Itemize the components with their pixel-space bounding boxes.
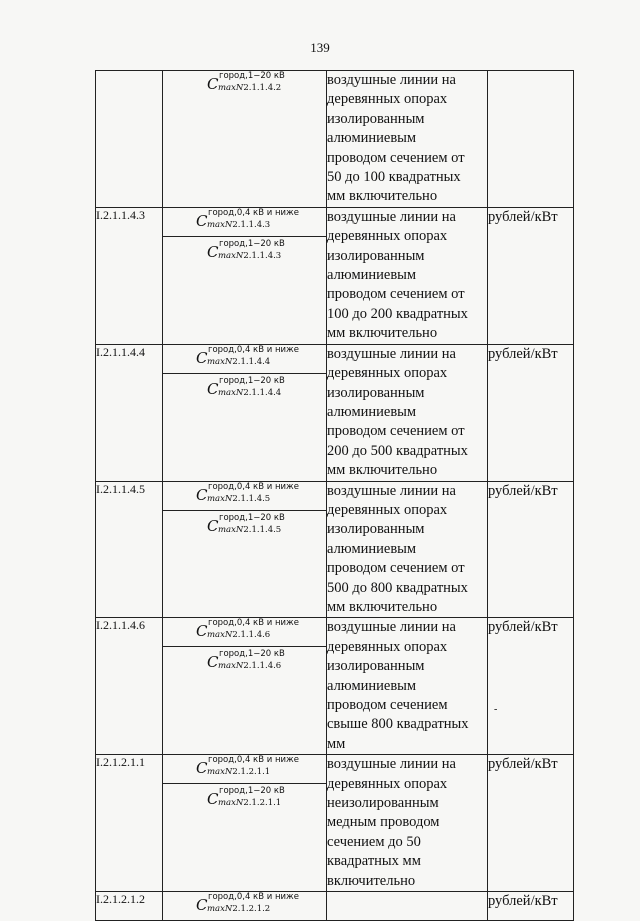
row-unit <box>488 344 574 481</box>
row-code: I.2.1.1.4.3 <box>96 207 163 344</box>
row-description <box>327 71 488 208</box>
description-line: проводом сечением от <box>327 423 465 440</box>
row-code: I.2.1.2.1.2 <box>96 892 163 921</box>
unit-label: рублей/кВт <box>488 893 558 910</box>
tariff-table <box>95 70 574 921</box>
formula-subscript-var: maxN <box>207 219 233 230</box>
formula <box>163 510 326 539</box>
description-line: изолированным <box>327 658 425 675</box>
formula-subscript <box>218 798 281 808</box>
row-description <box>327 892 488 921</box>
row-code: I.2.1.1.4.4 <box>96 344 163 481</box>
formula <box>163 482 326 506</box>
row-code: I.2.1.1.4.6 <box>96 618 163 755</box>
description-line: 200 до 500 квадратных <box>327 442 468 459</box>
table-row <box>96 618 574 755</box>
description-line: воздушные линии на <box>327 208 456 225</box>
formula-superscript: город,1−20 кВ <box>219 512 285 523</box>
formula-subscript-var: maxN <box>207 356 233 367</box>
formula-superscript: город,0,4 кВ и ниже <box>208 618 299 629</box>
description-line: включительно <box>327 872 416 889</box>
formula-subscript-var: maxN <box>207 904 233 915</box>
row-formula-cell <box>163 481 327 618</box>
formula-superscript: город,1−20 кВ <box>219 238 285 249</box>
formula-subscript-num: 2.1.1.4.6 <box>243 661 282 672</box>
description-line: свыше 800 квадратных <box>327 716 469 733</box>
formula-subscript-num: 2.1.1.4.6 <box>232 630 271 641</box>
description-line: медным проводом <box>327 814 440 831</box>
row-description <box>327 481 488 618</box>
formula <box>163 236 326 265</box>
formula-subscript <box>218 251 281 261</box>
formula <box>163 646 326 675</box>
formula-subscript-var: maxN <box>218 798 244 809</box>
table-row <box>96 71 574 208</box>
scan-mark: - <box>494 704 498 716</box>
description-line: воздушные линии на <box>327 482 456 499</box>
table-row <box>96 207 574 344</box>
formula-symbol: C <box>196 211 208 230</box>
formula-superscript: город,0,4 кВ и ниже <box>208 755 299 766</box>
formula-subscript-num: 2.1.2.1.1 <box>243 798 282 809</box>
row-description <box>327 207 488 344</box>
row-formula-cell <box>163 71 327 208</box>
formula-subscript <box>207 220 270 230</box>
unit-label: рублей/кВт <box>488 345 558 362</box>
formula-subscript <box>207 767 270 777</box>
formula-superscript: город,1−20 кВ <box>219 71 285 81</box>
formula-symbol: C <box>207 242 219 261</box>
formula-superscript: город,1−20 кВ <box>219 649 285 660</box>
formula-subscript <box>218 83 281 93</box>
formula-subscript-num: 2.1.1.4.4 <box>232 356 271 367</box>
description-line: алюминиевым <box>327 267 417 284</box>
formula-symbol: C <box>207 516 219 535</box>
description-line: деревянных опорах <box>327 228 448 245</box>
row-unit <box>488 481 574 618</box>
formula-subscript-num: 2.1.1.4.4 <box>243 387 282 398</box>
formula-symbol: C <box>196 759 208 778</box>
description-line: квадратных мм <box>327 853 421 870</box>
formula <box>163 892 326 916</box>
formula-symbol: C <box>207 653 219 672</box>
formula-subscript-var: maxN <box>207 767 233 778</box>
formula-subscript-num: 2.1.2.1.1 <box>232 767 271 778</box>
description-line: воздушные линии на <box>327 619 456 636</box>
row-formula-cell <box>163 755 327 892</box>
formula-subscript-var: maxN <box>218 661 244 672</box>
row-unit <box>488 618 574 755</box>
row-unit <box>488 71 574 208</box>
formula <box>163 71 326 95</box>
description-line: воздушные линии на <box>327 756 456 773</box>
unit-label: рублей/кВт <box>488 619 558 636</box>
description-line: деревянных опорах <box>327 775 448 792</box>
formula-subscript <box>207 494 270 504</box>
description-line: деревянных опорах <box>327 638 448 655</box>
formula-subscript-num: 2.1.1.4.5 <box>232 493 271 504</box>
formula-subscript <box>218 525 281 535</box>
formula-subscript-num: 2.1.1.4.5 <box>243 524 282 535</box>
description-line: изолированным <box>327 110 425 127</box>
formula-symbol: C <box>207 790 219 809</box>
description-line: мм включительно <box>327 325 438 342</box>
formula-superscript: город,1−20 кВ <box>219 786 285 797</box>
formula-subscript-var: maxN <box>207 493 233 504</box>
row-unit <box>488 892 574 921</box>
formula-subscript <box>207 904 270 914</box>
formula-superscript: город,1−20 кВ <box>219 375 285 386</box>
formula-subscript-num: 2.1.1.4.3 <box>232 219 271 230</box>
description-line: проводом сечением <box>327 697 448 713</box>
row-code <box>96 71 163 208</box>
row-unit <box>488 755 574 892</box>
formula-superscript: город,0,4 кВ и ниже <box>208 481 299 492</box>
formula-superscript: город,0,4 кВ и ниже <box>208 892 299 903</box>
unit-label: рублей/кВт <box>488 756 558 773</box>
formula-subscript <box>207 357 270 367</box>
formula-subscript-var: maxN <box>218 387 244 398</box>
formula <box>163 373 326 402</box>
row-formula-cell <box>163 344 327 481</box>
description-line: мм включительно <box>327 598 438 615</box>
row-formula-cell <box>163 618 327 755</box>
formula-subscript-num: 2.1.2.1.2 <box>232 904 271 915</box>
description-line: изолированным <box>327 247 425 264</box>
row-unit <box>488 207 574 344</box>
row-description <box>327 618 488 755</box>
formula-subscript-num: 2.1.1.4.3 <box>243 250 282 261</box>
description-line: мм включительно <box>327 462 438 479</box>
row-formula-cell <box>163 207 327 344</box>
formula <box>163 345 326 369</box>
description-line: воздушные линии на <box>327 72 456 88</box>
formula-symbol: C <box>196 485 208 504</box>
description-line: алюминиевым <box>327 403 417 420</box>
description-line: алюминиевым <box>327 540 417 557</box>
formula <box>163 755 326 779</box>
description-line: алюминиевым <box>327 130 417 147</box>
description-line: 100 до 200 квадратных <box>327 305 468 322</box>
formula-subscript-num: 2.1.1.4.2 <box>243 83 282 93</box>
formula-subscript <box>218 388 281 398</box>
formula-subscript <box>218 661 281 671</box>
formula-symbol: C <box>207 75 219 93</box>
row-description <box>327 755 488 892</box>
description-line: сечением до 50 <box>327 833 421 850</box>
row-description <box>327 344 488 481</box>
description-line: воздушные линии на <box>327 345 456 362</box>
formula-symbol: C <box>207 379 219 398</box>
row-code: I.2.1.2.1.1 <box>96 755 163 892</box>
description-line: 500 до 800 квадратных <box>327 579 468 596</box>
description-line: деревянных опорах <box>327 501 448 518</box>
formula-subscript <box>207 630 270 640</box>
description-line: алюминиевым <box>327 677 417 694</box>
formula-symbol: C <box>196 622 208 641</box>
table-row <box>96 892 574 921</box>
formula <box>163 783 326 812</box>
formula-superscript: город,0,4 кВ и ниже <box>208 207 299 218</box>
table-row <box>96 755 574 892</box>
page-number: 139 <box>310 40 330 55</box>
unit-label: рублей/кВт <box>488 208 558 225</box>
description-line: мм включительно <box>327 188 438 205</box>
table-row <box>96 481 574 618</box>
description-line: изолированным <box>327 384 425 401</box>
description-line: неизолированным <box>327 795 439 812</box>
formula-subscript-var: maxN <box>218 83 244 93</box>
formula-subscript-var: maxN <box>218 250 244 261</box>
formula-subscript-var: maxN <box>207 630 233 641</box>
description-line: мм <box>327 735 346 752</box>
formula <box>163 618 326 642</box>
row-formula-cell <box>163 892 327 921</box>
description-line: деревянных опорах <box>327 91 448 108</box>
description-line: проводом сечением от <box>327 560 465 577</box>
description-line: изолированным <box>327 521 425 538</box>
description-line: 50 до 100 квадратных <box>327 169 461 186</box>
description-line: проводом сечением от <box>327 286 465 303</box>
row-code: I.2.1.1.4.5 <box>96 481 163 618</box>
unit-label: рублей/кВт <box>488 482 558 499</box>
formula-symbol: C <box>196 348 208 367</box>
formula-superscript: город,0,4 кВ и ниже <box>208 344 299 355</box>
formula-symbol: C <box>196 896 208 915</box>
table-row <box>96 344 574 481</box>
description-line: проводом сечением от <box>327 149 465 166</box>
tariff-table-body <box>96 71 574 921</box>
formula-subscript-var: maxN <box>218 524 244 535</box>
description-line: деревянных опорах <box>327 365 448 382</box>
formula <box>163 208 326 232</box>
